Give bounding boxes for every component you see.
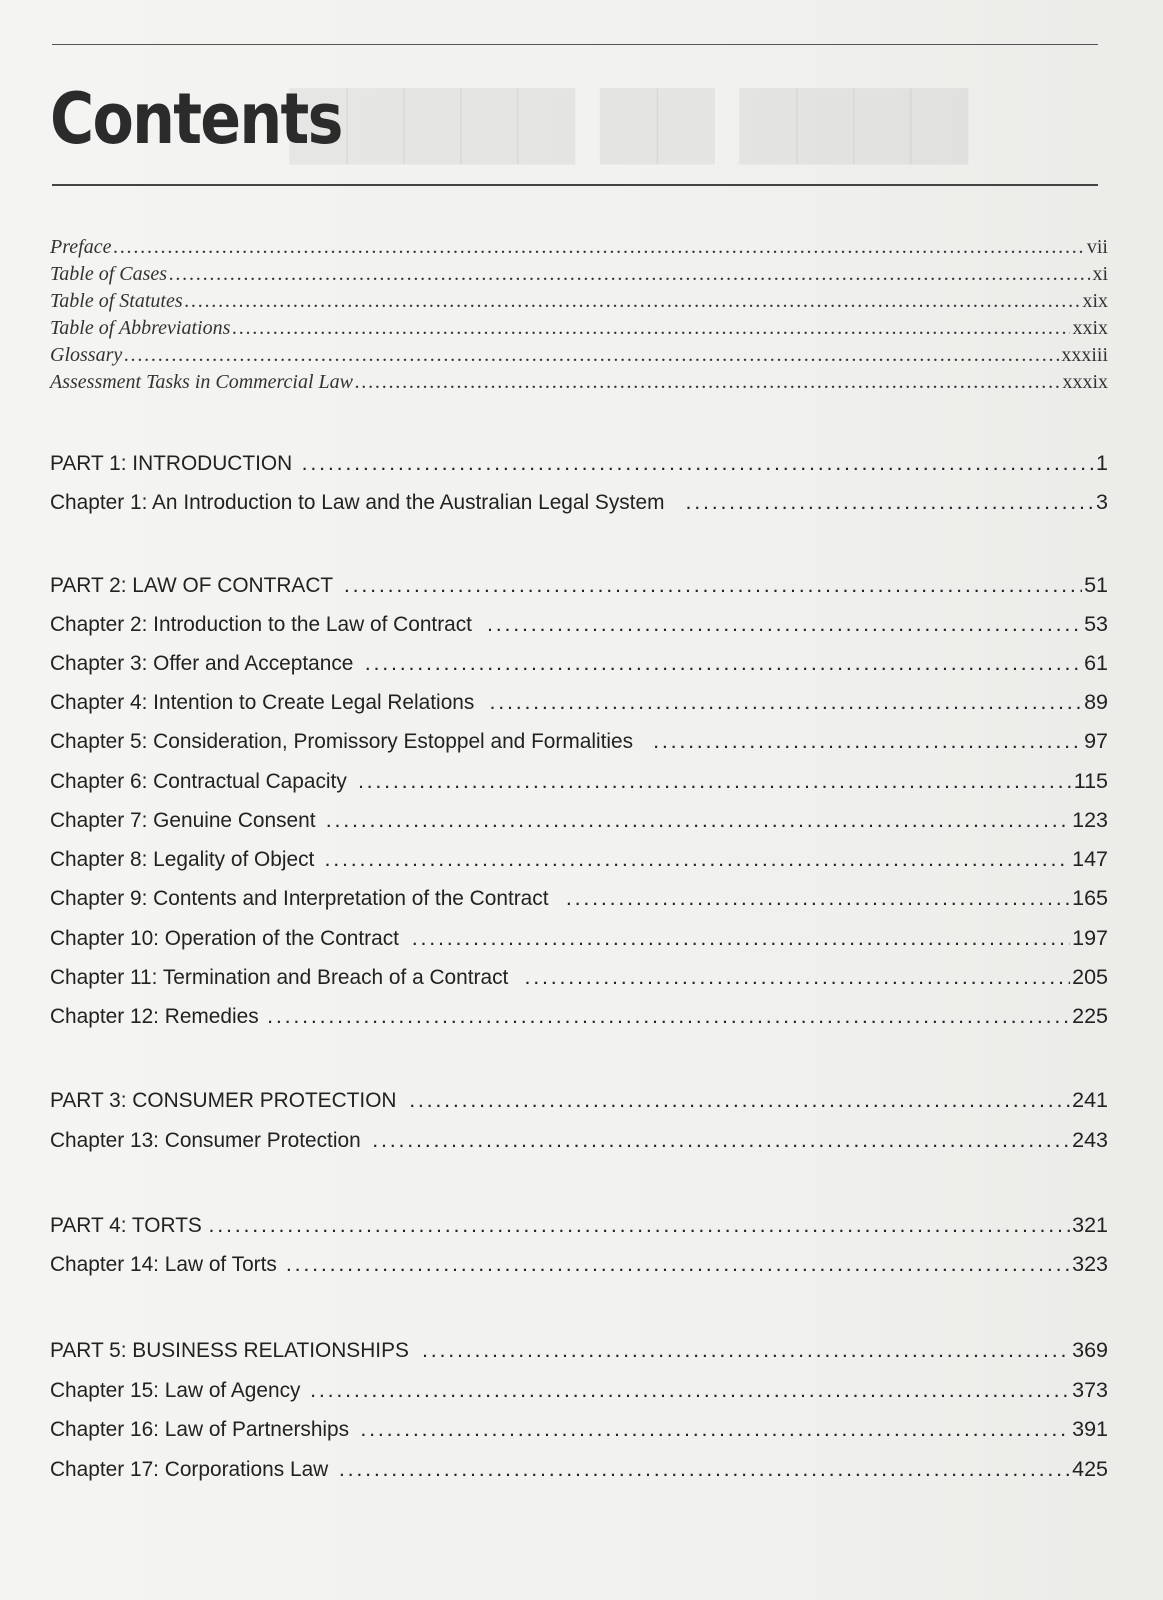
page-title: Contents <box>50 78 342 160</box>
toc-label: Chapter 15: Law of Agency <box>50 1378 301 1402</box>
toc-label: Chapter 5: Consideration, Promissory Estoppel and Formalities <box>50 729 634 753</box>
toc-label: Glossary <box>50 344 123 366</box>
leader-dots <box>412 926 1070 951</box>
leader-dots <box>325 847 1071 872</box>
toc-page: 61 <box>1084 651 1108 675</box>
toc-label: Chapter 12: Remedies <box>50 1004 259 1028</box>
leader-dots <box>653 729 1082 754</box>
toc-chapter-14 <box>50 1252 1108 1277</box>
title-rule <box>52 184 1098 186</box>
leader-dots <box>169 263 1090 286</box>
toc-chapter-10 <box>50 926 1108 951</box>
toc-part-1 <box>50 451 1108 476</box>
toc-entry-glossary <box>50 344 1108 367</box>
leader-dots <box>358 769 1072 794</box>
leader-dots <box>113 236 1084 259</box>
leader-dots <box>524 965 1070 990</box>
toc-page: vii <box>1086 236 1108 258</box>
toc-chapter-11 <box>50 965 1108 990</box>
toc-page: 3 <box>1096 490 1108 514</box>
toc-page: 1 <box>1096 451 1108 475</box>
leader-dots <box>232 317 1070 340</box>
toc-label: Chapter 7: Genuine Consent <box>50 808 316 832</box>
toc-label: Assessment Tasks in Commercial Law <box>50 371 353 393</box>
top-rule <box>52 44 1098 45</box>
toc-chapter-16 <box>50 1417 1108 1442</box>
leader-dots <box>302 451 1094 476</box>
toc-label: Chapter 9: Contents and Interpretation of the Contract <box>50 886 549 910</box>
leader-dots <box>685 490 1094 515</box>
toc-page: 373 <box>1072 1378 1108 1402</box>
toc-page: xxxix <box>1062 371 1108 393</box>
toc-label: Chapter 11: Termination and Breach of a Contract <box>50 965 509 989</box>
toc-chapter-4 <box>50 690 1108 715</box>
toc-label: Chapter 8: Legality of Object <box>50 847 315 871</box>
leader-dots <box>409 1088 1070 1113</box>
leader-dots <box>566 886 1070 911</box>
toc-chapter-5 <box>50 729 1108 754</box>
leader-dots <box>209 1213 1071 1238</box>
toc-label: Chapter 14: Law of Torts <box>50 1252 277 1276</box>
toc-label: Chapter 10: Operation of the Contract <box>50 926 399 950</box>
toc-label: PART 2: LAW OF CONTRACT <box>50 573 334 597</box>
toc-page: 425 <box>1072 1457 1108 1481</box>
toc-page: 89 <box>1084 690 1108 714</box>
toc-page: 123 <box>1072 808 1108 832</box>
toc-page: 241 <box>1072 1088 1108 1112</box>
leader-dots <box>489 690 1082 715</box>
toc-chapter-17 <box>50 1457 1108 1482</box>
toc-entry-table-of-abbreviations <box>50 317 1108 340</box>
toc-label: Chapter 13: Consumer Protection <box>50 1128 361 1152</box>
toc-page: 197 <box>1072 926 1108 950</box>
toc-chapter-1 <box>50 490 1108 515</box>
toc-chapter-13 <box>50 1128 1108 1153</box>
toc-chapter-7 <box>50 808 1108 833</box>
toc-page: xxxiii <box>1061 344 1108 366</box>
toc-chapter-12 <box>50 1004 1108 1029</box>
toc-part-5 <box>50 1338 1108 1363</box>
leader-dots <box>339 1457 1070 1482</box>
toc-label: PART 5: BUSINESS RELATIONSHIPS <box>50 1338 409 1362</box>
toc-label: Chapter 17: Corporations Law <box>50 1457 329 1481</box>
toc-chapter-8 <box>50 847 1108 872</box>
leader-dots <box>267 1004 1070 1029</box>
toc-label: PART 3: CONSUMER PROTECTION <box>50 1088 397 1112</box>
toc-entry-assessment-tasks <box>50 371 1108 394</box>
toc-label: Table of Cases <box>50 263 168 285</box>
toc-page: 243 <box>1072 1128 1108 1152</box>
toc-chapter-6 <box>50 769 1108 794</box>
toc-page: 51 <box>1084 573 1108 597</box>
toc-page: 115 <box>1073 769 1108 793</box>
toc-page: 205 <box>1072 965 1108 989</box>
toc-chapter-3 <box>50 651 1108 676</box>
toc-part-3 <box>50 1088 1108 1113</box>
toc-page: 147 <box>1072 847 1108 871</box>
toc-label: Chapter 3: Offer and Acceptance <box>50 651 354 675</box>
toc-entry-table-of-cases <box>50 263 1108 286</box>
leader-dots <box>422 1338 1070 1363</box>
toc-label: Chapter 6: Contractual Capacity <box>50 769 347 793</box>
leader-dots <box>355 371 1060 394</box>
toc-page: xix <box>1082 290 1108 312</box>
toc-chapter-15 <box>50 1378 1108 1403</box>
toc-label: Chapter 2: Introduction to the Law of Contract <box>50 612 472 636</box>
leader-dots <box>326 808 1070 833</box>
leader-dots <box>372 1128 1070 1153</box>
toc-page: xi <box>1092 263 1108 285</box>
toc-chapter-9 <box>50 886 1108 911</box>
toc-page: 323 <box>1072 1252 1108 1276</box>
toc-page: 369 <box>1072 1338 1108 1362</box>
toc-page: 391 <box>1072 1417 1108 1441</box>
leader-dots <box>365 651 1082 676</box>
leader-dots <box>286 1252 1070 1277</box>
toc-page: 165 <box>1072 886 1108 910</box>
leader-dots <box>185 290 1081 313</box>
toc-label: Table of Abbreviations <box>50 317 231 339</box>
show-through-heading: ▇▇▇▇ ▇▇ ▇▇▇▇▇ <box>290 78 968 164</box>
toc-entry-preface <box>50 236 1108 259</box>
leader-dots <box>360 1417 1070 1442</box>
leader-dots <box>310 1378 1070 1403</box>
leader-dots <box>487 612 1082 637</box>
toc-page: xxix <box>1072 317 1108 339</box>
toc-chapter-2 <box>50 612 1108 637</box>
toc-label: Chapter 16: Law of Partnerships <box>50 1417 350 1441</box>
toc-label: PART 1: INTRODUCTION <box>50 451 293 475</box>
toc-entry-table-of-statutes <box>50 290 1108 313</box>
toc-label: Preface <box>50 236 112 258</box>
toc-label: Chapter 4: Intention to Create Legal Relations <box>50 690 475 714</box>
toc-label: Chapter 1: An Introduction to Law and the Australian Legal System <box>50 490 665 514</box>
toc-page: 321 <box>1072 1213 1108 1237</box>
toc-part-2 <box>50 573 1108 598</box>
toc-label: Table of Statutes <box>50 290 183 312</box>
toc-page: 225 <box>1072 1004 1108 1028</box>
toc-part-4 <box>50 1213 1108 1238</box>
toc-label: PART 4: TORTS <box>50 1213 202 1237</box>
toc-page: 97 <box>1084 729 1108 753</box>
leader-dots <box>344 573 1082 598</box>
toc-page: 53 <box>1084 612 1108 636</box>
leader-dots <box>124 344 1059 367</box>
